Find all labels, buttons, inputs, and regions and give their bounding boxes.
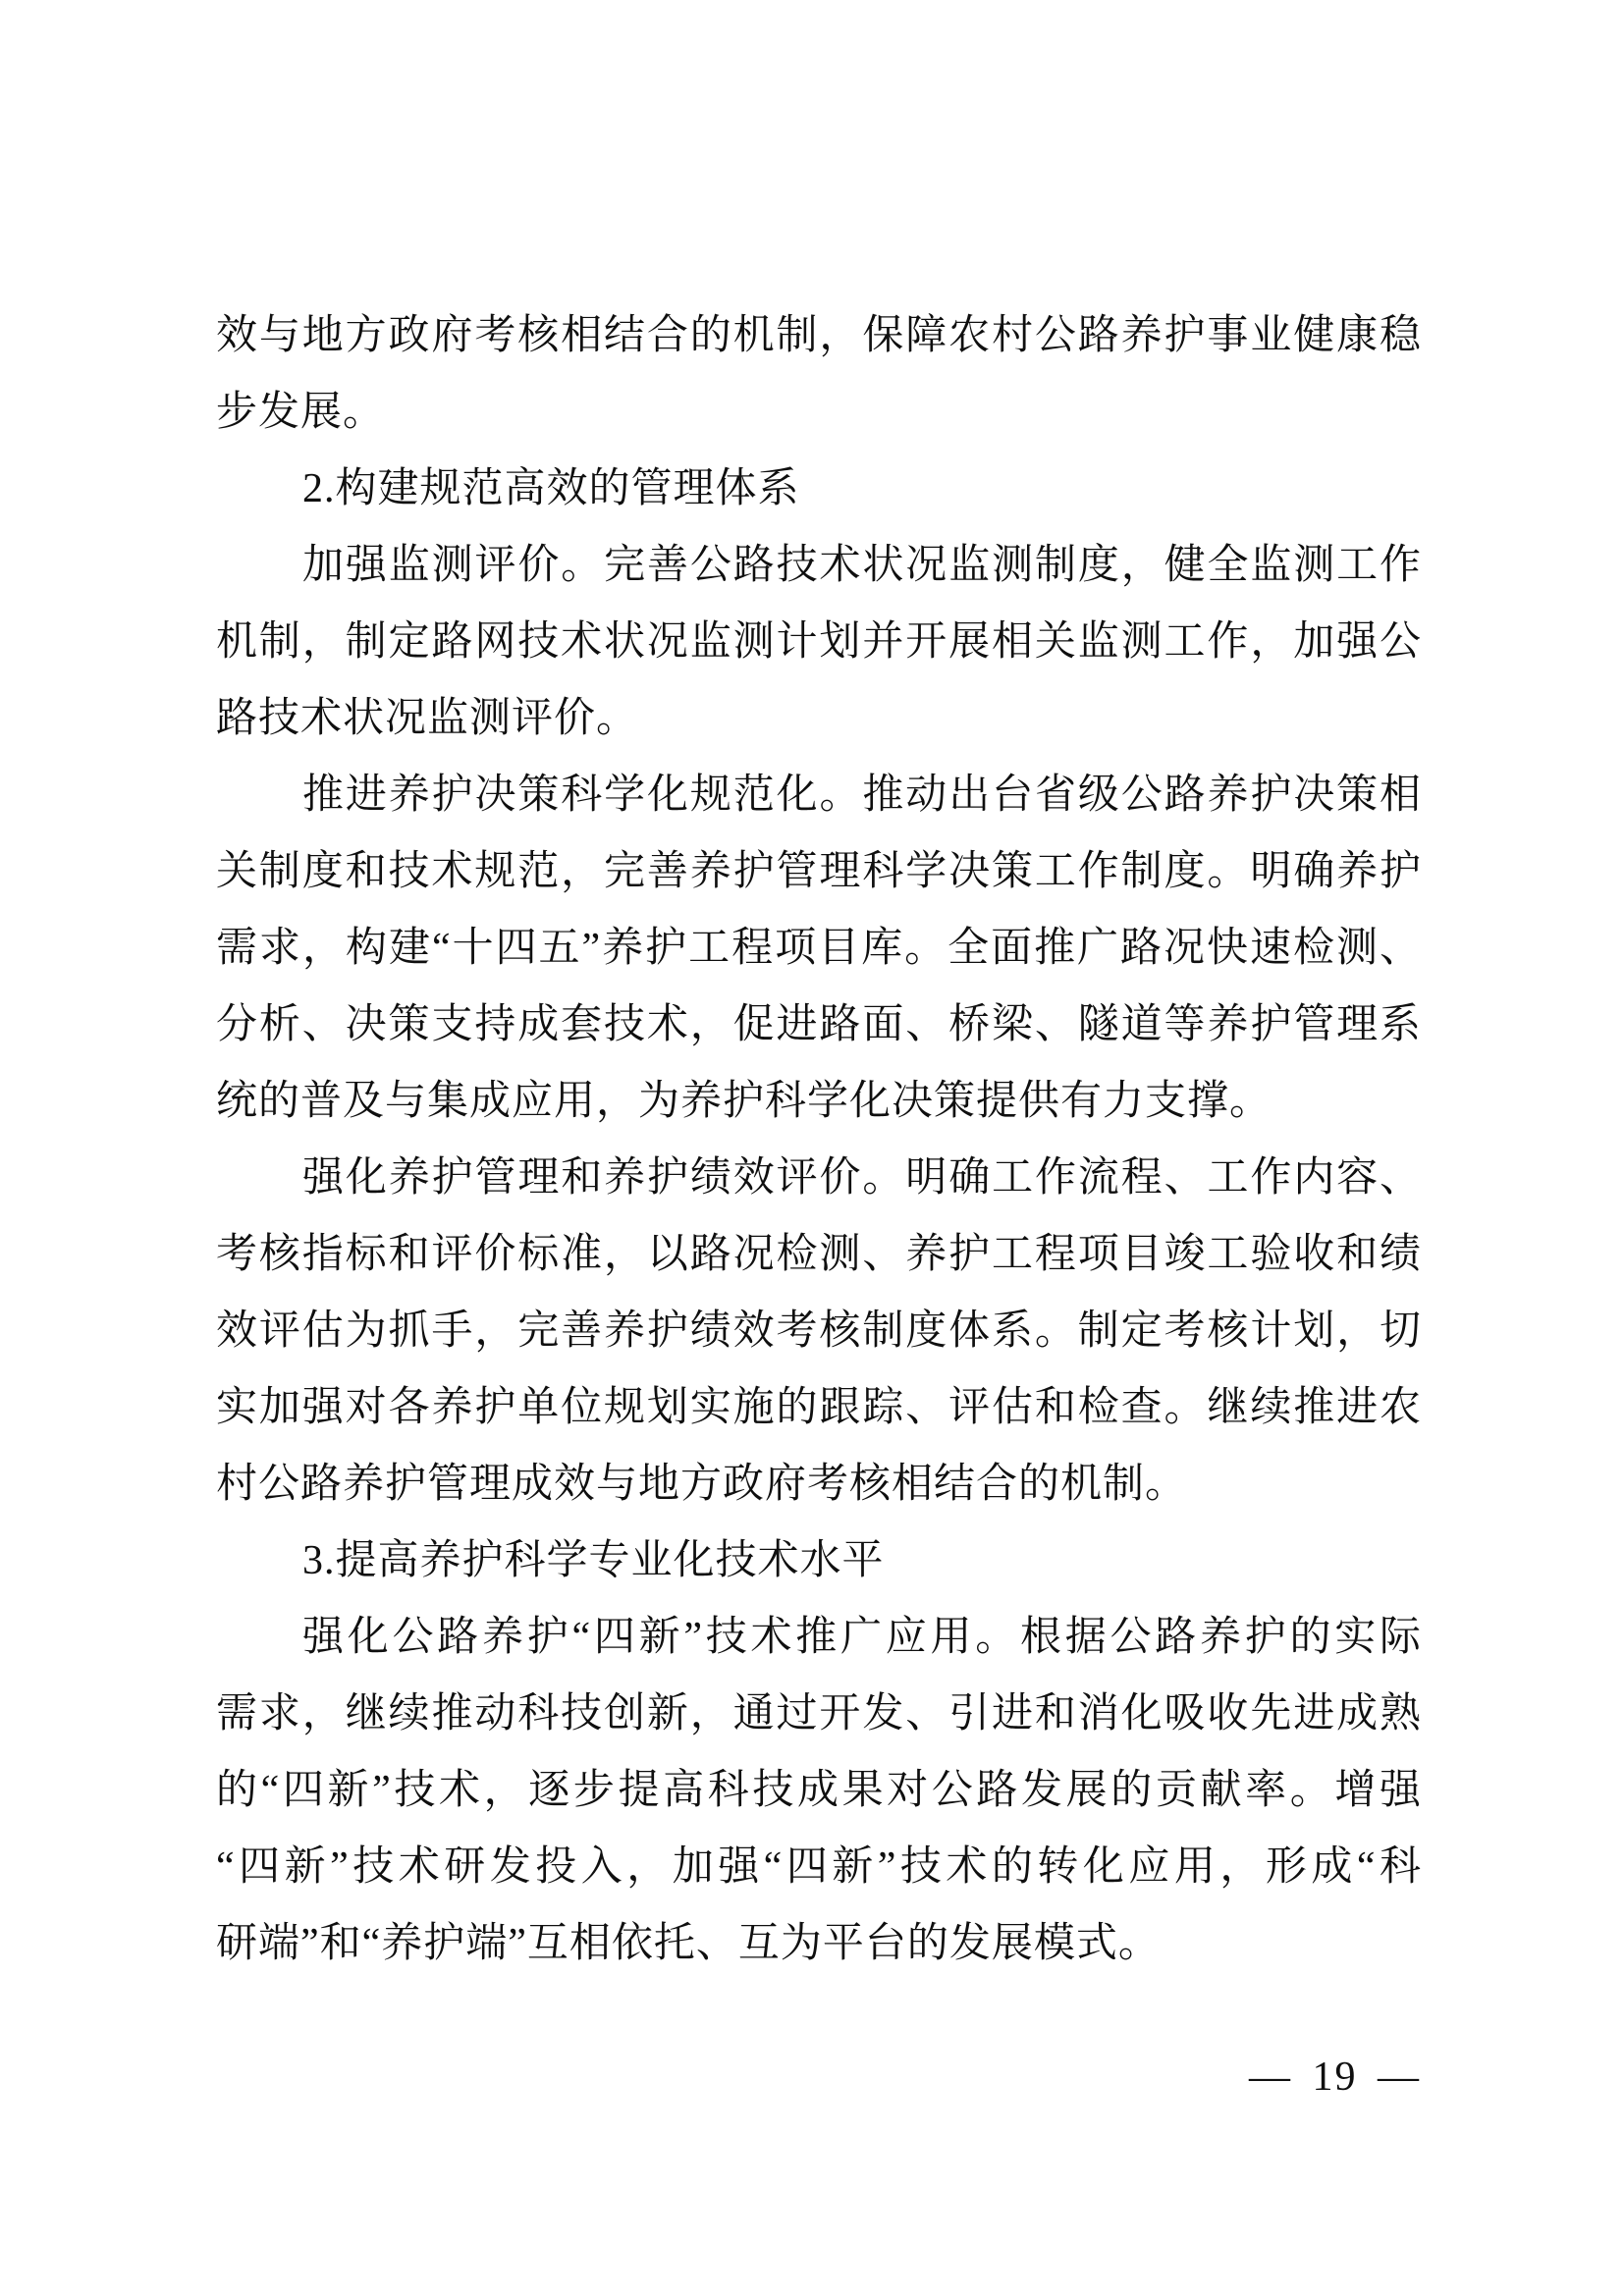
text-line: 实加强对各养护单位规划实施的跟踪、评估和检查。继续推进农 <box>216 1385 1421 1430</box>
text-line: 推进养护决策科学化规范化。推动出台省级公路养护决策相 <box>302 773 1421 818</box>
section-heading: 2.构建规范高效的管理体系 <box>302 466 800 511</box>
text-line: 步发展。 <box>216 390 386 435</box>
text-line: 效评估为抓手，完善养护绩效考核制度体系。制定考核计划，切 <box>216 1308 1421 1354</box>
text-line: 关制度和技术规范，完善养护管理科学决策工作制度。明确养护 <box>216 849 1421 894</box>
document-body <box>216 297 1421 1982</box>
text-line: 需求，构建“十四五”养护工程项目库。全面推广路况快速检测、 <box>216 926 1421 971</box>
page-number: — 19 — <box>1249 2055 1421 2100</box>
text-line: 统的普及与集成应用，为养护科学化决策提供有力支撑。 <box>216 1079 1272 1124</box>
text-line: 效与地方政府考核相结合的机制，保障农村公路养护事业健康稳 <box>216 313 1421 358</box>
text-line: 路技术状况监测评价。 <box>216 696 639 741</box>
section-heading: 3.提高养护科学专业化技术水平 <box>302 1538 885 1583</box>
text-line: 的“四新”技术，逐步提高科技成果对公路发展的贡献率。增强 <box>216 1768 1421 1813</box>
text-line: 村公路养护管理成效与地方政府考核相结合的机制。 <box>216 1462 1188 1507</box>
text-line: 强化公路养护“四新”技术推广应用。根据公路养护的实际 <box>302 1615 1421 1660</box>
text-line: “四新”技术研发投入，加强“四新”技术的转化应用，形成“科 <box>216 1844 1421 1890</box>
text-line: 加强监测评价。完善公路技术状况监测制度，健全监测工作 <box>302 543 1421 588</box>
text-line: 需求，继续推动科技创新，通过开发、引进和消化吸收先进成熟 <box>216 1691 1421 1736</box>
text-line: 机制，制定路网技术状况监测计划并开展相关监测工作，加强公 <box>216 619 1421 665</box>
text-line: 研端”和“养护端”互相依托、互为平台的发展模式。 <box>216 1921 1161 1966</box>
text-line: 强化养护管理和养护绩效评价。明确工作流程、工作内容、 <box>302 1155 1421 1201</box>
text-line: 考核指标和评价标准，以路况检测、养护工程项目竣工验收和绩 <box>216 1232 1421 1277</box>
text-line: 分析、决策支持成套技术，促进路面、桥梁、隧道等养护管理系 <box>216 1002 1421 1047</box>
